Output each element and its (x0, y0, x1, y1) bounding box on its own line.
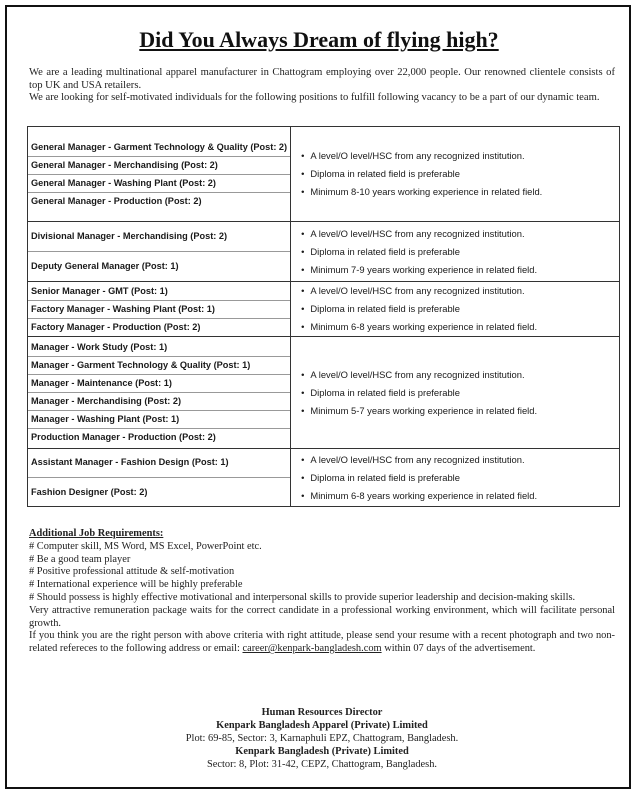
position-title: Fashion Designer (Post: 2) (31, 487, 148, 497)
requirement-item: • Minimum 6-8 years working experience in related field. (301, 318, 619, 336)
company-address-apparel: Plot: 69-85, Sector: 3, Karnaphuli EPZ, Chattogram, Bangladesh. (185, 733, 459, 744)
position-title: Divisional Manager - Merchandising (Post: 2) (28, 224, 290, 252)
position-title: Assistant Manager - Fashion Design (Post: 1) (28, 450, 290, 478)
position-title: Manager - Maintenance (Post: 1) (28, 375, 290, 393)
additional-requirement-item: # Computer skill, MS Word, MS Excel, PowerPoint etc. (29, 540, 262, 552)
requirement-item: • Minimum 5-7 years working experience in related field. (301, 402, 619, 420)
position-title: General Manager - Washing Plant (Post: 2) (28, 175, 290, 193)
position-list (28, 337, 291, 449)
requirement-item: • Diploma in related field is preferable (301, 300, 619, 318)
application-text: If you think you are the right person with above criteria with right attitude, please send your resume with a recent photograph and two non-related refereces to the following address or email: (29, 630, 615, 655)
company-name: Kenpark Bangladesh (Private) Limited (235, 746, 409, 757)
requirement-list (291, 449, 620, 507)
requirement-item: • A level/O level/HSC from any recognized institution. (301, 451, 619, 469)
positions-table (27, 126, 620, 507)
requirement-item: • A level/O level/HSC from any recognized institution. (301, 147, 619, 165)
position-title: General Manager - Merchandising (Post: 2) (28, 157, 290, 175)
company-address: Sector: 8, Plot: 31-42, CEPZ, Chattogram, Bangladesh. (206, 759, 437, 770)
position-list (28, 127, 291, 222)
position-group-row (28, 222, 620, 282)
position-title: Production Manager - Production (Post: 2) (31, 432, 216, 442)
requirement-item: • Minimum 6-8 years working experience in related field. (301, 487, 619, 505)
application-instructions (29, 630, 615, 656)
position-group-row (28, 282, 620, 337)
ad-title: Did You Always Dream of flying high? (139, 27, 499, 52)
position-group-row (28, 449, 620, 507)
position-title: Factory Manager - Washing Plant (Post: 1) (28, 301, 290, 319)
requirement-item: • Diploma in related field is preferable (301, 165, 619, 183)
application-deadline-text: within 07 days of the advertisement. (381, 643, 536, 655)
position-title: General Manager - Production (Post: 2) (31, 195, 202, 206)
requirement-list (291, 282, 620, 337)
additional-requirement-item: # Should possess is highly effective motivational and interpersonal skills to provide superior leadership and decision-making skills. (29, 591, 576, 603)
requirement-list (291, 222, 620, 282)
additional-requirement-item: # Be a good team player (29, 553, 131, 565)
requirement-item: • A level/O level/HSC from any recognized institution. (301, 225, 619, 243)
career-email-link[interactable]: career@kenpark-bangladesh.com (242, 643, 382, 655)
position-title: Manager - Garment Technology & Quality (Post: 1) (28, 357, 290, 375)
position-title: General Manager - Garment Technology & Quality (Post: 2) (28, 139, 290, 157)
position-title: Factory Manager - Production (Post: 2) (31, 321, 201, 332)
requirement-item: • Diploma in related field is preferable (301, 469, 619, 487)
position-title: Manager - Washing Plant (Post: 1) (28, 411, 290, 429)
requirement-list (291, 127, 620, 222)
requirement-item: • Minimum 7-9 years working experience in related field. (301, 261, 619, 279)
company-name-apparel: Kenpark Bangladesh Apparel (Private) Limited (216, 720, 428, 731)
additional-requirements-heading: Additional Job Requirements: (29, 528, 164, 539)
contact-role: Human Resources Director (261, 707, 383, 718)
position-title: Deputy General Manager (Post: 1) (31, 261, 179, 271)
position-title: Manager - Merchandising (Post: 2) (28, 393, 290, 411)
additional-requirement-item: # International experience will be highly preferable (29, 579, 243, 591)
requirement-item: • Diploma in related field is preferable (301, 243, 619, 261)
contact-footer (29, 706, 615, 771)
position-list (28, 282, 291, 337)
additional-requirements (29, 528, 615, 656)
additional-requirement-item: # Positive professional attitude & self-motivation (29, 566, 235, 578)
position-title: Manager - Work Study (Post: 1) (28, 339, 290, 357)
requirement-list (291, 337, 620, 449)
intro-section (29, 67, 615, 105)
requirement-item: • A level/O level/HSC from any recognized institution. (301, 282, 619, 300)
requirement-item: • A level/O level/HSC from any recognized institution. (301, 366, 619, 384)
position-group-row (28, 127, 620, 222)
position-title: Senior Manager - GMT (Post: 1) (28, 283, 290, 301)
position-group-row (28, 337, 620, 449)
requirement-item: • Diploma in related field is preferable (301, 384, 619, 402)
intro-paragraph-positions: We are looking for self-motivated individuals for the following positions to fulfill following vacancy to be a part of our dynamic team. (29, 92, 600, 104)
position-list (28, 449, 291, 507)
position-list (28, 222, 291, 282)
requirement-item: • Minimum 8-10 years working experience in related field. (301, 183, 619, 201)
remuneration-text: Very attractive remuneration package waits for the correct candidate in a professional working environment, which will facilitate personal growth. (29, 604, 615, 629)
intro-paragraph-company: We are a leading multinational apparel manufacturer in Chattogram employing over 22,000 people. Our renowned clientele consists of top UK and USA retailers. (29, 67, 615, 91)
